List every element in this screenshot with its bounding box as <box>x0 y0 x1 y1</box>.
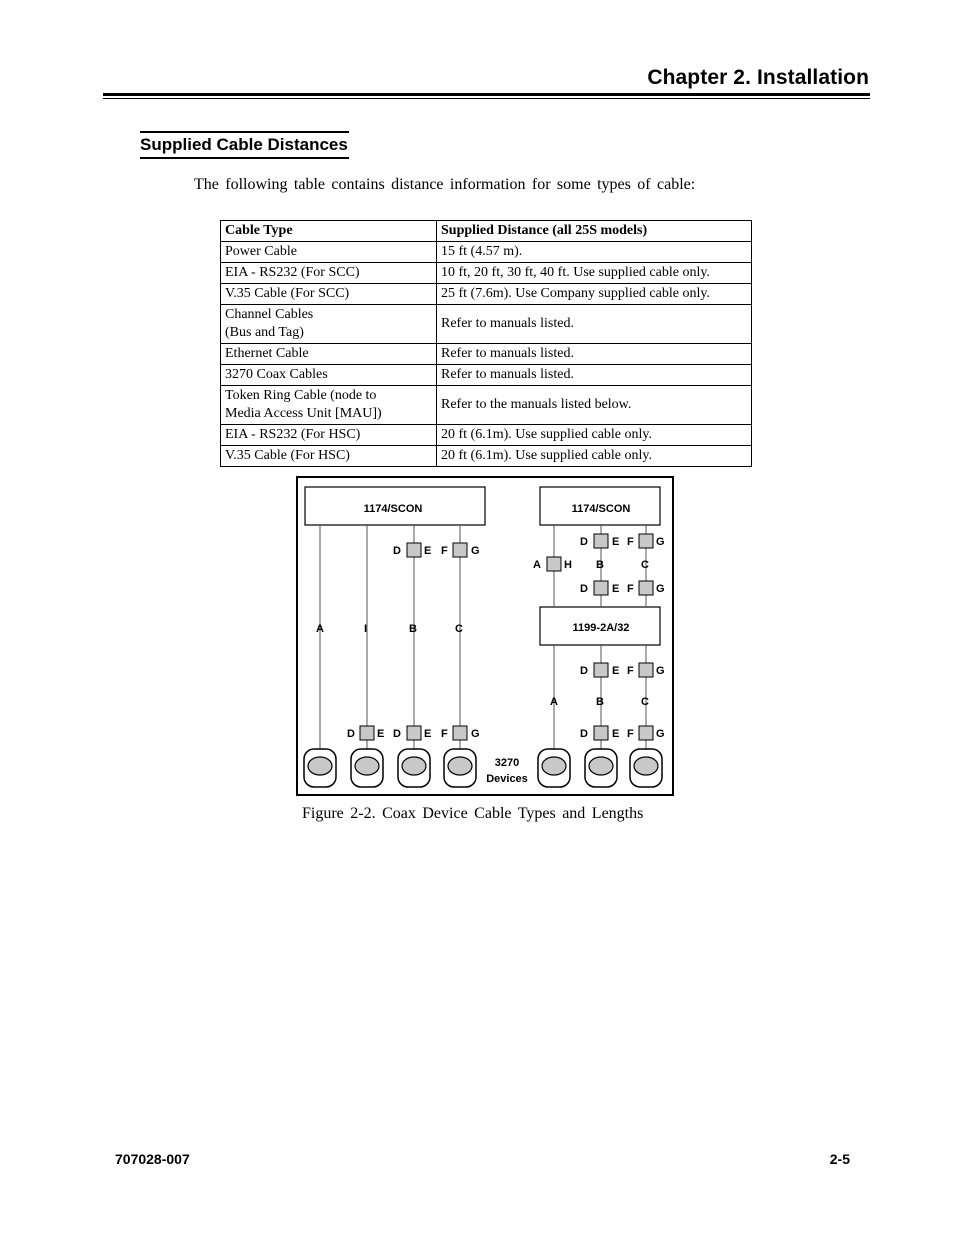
distance-cell: Refer to manuals listed. <box>437 365 752 386</box>
cable-type-cell <box>221 386 437 425</box>
label-a: A <box>533 559 541 571</box>
label-f: F <box>627 536 634 548</box>
cable-type-cell: Power Cable <box>221 242 437 263</box>
distance-cell: 10 ft, 20 ft, 30 ft, 40 ft. Use supplied cable only. <box>437 263 752 284</box>
connector <box>453 543 467 557</box>
header-rule-thick <box>103 93 870 96</box>
coax-diagram-svg <box>296 476 674 796</box>
device-terminal-icon <box>444 749 476 787</box>
label-e: E <box>424 728 432 740</box>
distance-cell: 25 ft (7.6m). Use Company supplied cable only. <box>437 284 752 305</box>
label-c: C <box>641 559 649 571</box>
label-g: G <box>471 545 480 557</box>
table-row <box>221 386 752 425</box>
cable-type-line: (Bus and Tag) <box>225 325 304 340</box>
table-row <box>221 425 752 446</box>
label-e: E <box>612 583 620 595</box>
label-b: B <box>409 623 417 635</box>
cable-type-cell: Ethernet Cable <box>221 344 437 365</box>
devices-label-line1: 3270 <box>494 757 520 769</box>
device-terminal-icon <box>398 749 430 787</box>
chapter-title: Chapter 2. Installation <box>647 66 869 89</box>
device-terminal-icon <box>585 749 617 787</box>
label-f: F <box>441 545 448 557</box>
device-terminal-icon <box>351 749 383 787</box>
right-controller-label: 1174/SCON <box>571 503 631 515</box>
label-d: D <box>580 728 588 740</box>
cable-type-cell: EIA - RS232 (For SCC) <box>221 263 437 284</box>
label-d: D <box>580 536 588 548</box>
device-terminal-icon <box>304 749 336 787</box>
distance-cell: Refer to manuals listed. <box>437 344 752 365</box>
left-controller-label: 1174/SCON <box>363 503 423 515</box>
label-b: B <box>596 559 604 571</box>
cable-type-cell: EIA - RS232 (For HSC) <box>221 425 437 446</box>
label-a: A <box>550 696 558 708</box>
section-heading: Supplied Cable Distances <box>140 131 349 159</box>
label-g: G <box>656 583 665 595</box>
distance-cell: Refer to the manuals listed below. <box>437 386 752 425</box>
figure-caption: Figure 2-2. Coax Device Cable Types and Lengths <box>302 805 644 822</box>
connector <box>453 726 467 740</box>
table-row <box>221 284 752 305</box>
converter-label: 1199-2A/32 <box>572 622 630 634</box>
table-row <box>221 263 752 284</box>
device-terminal-icon <box>538 749 570 787</box>
label-d: D <box>580 665 588 677</box>
device-terminal-icon <box>630 749 662 787</box>
distance-cell: 20 ft (6.1m). Use supplied cable only. <box>437 446 752 467</box>
connector <box>407 726 421 740</box>
label-a: A <box>316 623 324 635</box>
label-f: F <box>627 728 634 740</box>
connector <box>639 663 653 677</box>
connector <box>547 557 561 571</box>
label-e: E <box>612 536 620 548</box>
connector <box>594 581 608 595</box>
label-e: E <box>612 728 620 740</box>
label-c: C <box>455 623 463 635</box>
table-row <box>221 365 752 386</box>
connector <box>639 581 653 595</box>
cable-type-cell: V.35 Cable (For SCC) <box>221 284 437 305</box>
label-g: G <box>471 728 480 740</box>
cable-type-line: Media Access Unit [MAU]) <box>225 406 382 421</box>
connector <box>407 543 421 557</box>
label-e: E <box>612 665 620 677</box>
cable-distance-table <box>220 220 752 467</box>
label-f: F <box>627 665 634 677</box>
label-g: G <box>656 536 665 548</box>
label-h: H <box>564 559 572 571</box>
intro-paragraph: The following table contains distance information for some types of cable: <box>194 176 696 193</box>
coax-cable-diagram <box>296 476 674 796</box>
column-header-cable-type: Cable Type <box>221 221 437 242</box>
distance-cell: 20 ft (6.1m). Use supplied cable only. <box>437 425 752 446</box>
label-d: D <box>393 545 401 557</box>
connector <box>594 534 608 548</box>
connector <box>639 534 653 548</box>
label-g: G <box>656 728 665 740</box>
cable-type-cell: 3270 Coax Cables <box>221 365 437 386</box>
cable-type-cell: V.35 Cable (For HSC) <box>221 446 437 467</box>
label-c: C <box>641 696 649 708</box>
table-row <box>221 446 752 467</box>
connector <box>639 726 653 740</box>
label-i: I <box>364 623 368 635</box>
label-e: E <box>424 545 432 557</box>
label-e: E <box>377 728 385 740</box>
cable-type-line: Channel Cables <box>225 307 314 322</box>
label-f: F <box>441 728 448 740</box>
connector <box>594 663 608 677</box>
devices-label-line2: Devices <box>486 773 528 785</box>
distance-cell: 15 ft (4.57 m). <box>437 242 752 263</box>
table-row <box>221 344 752 365</box>
document-number: 707028-007 <box>115 1151 190 1167</box>
label-f: F <box>627 583 634 595</box>
label-g: G <box>656 665 665 677</box>
label-d: D <box>393 728 401 740</box>
label-d: D <box>347 728 355 740</box>
label-b: B <box>596 696 604 708</box>
page-number: 2-5 <box>829 1151 850 1167</box>
distance-cell: Refer to manuals listed. <box>437 305 752 344</box>
label-d: D <box>580 583 588 595</box>
cable-type-line: Token Ring Cable (node to <box>225 388 377 403</box>
table-header-row <box>221 221 752 242</box>
cable-type-cell <box>221 305 437 344</box>
table-row <box>221 242 752 263</box>
column-header-distance: Supplied Distance (all 25S models) <box>437 221 752 242</box>
connector <box>594 726 608 740</box>
table-row <box>221 305 752 344</box>
header-rule-thin <box>103 98 870 99</box>
connector <box>360 726 374 740</box>
